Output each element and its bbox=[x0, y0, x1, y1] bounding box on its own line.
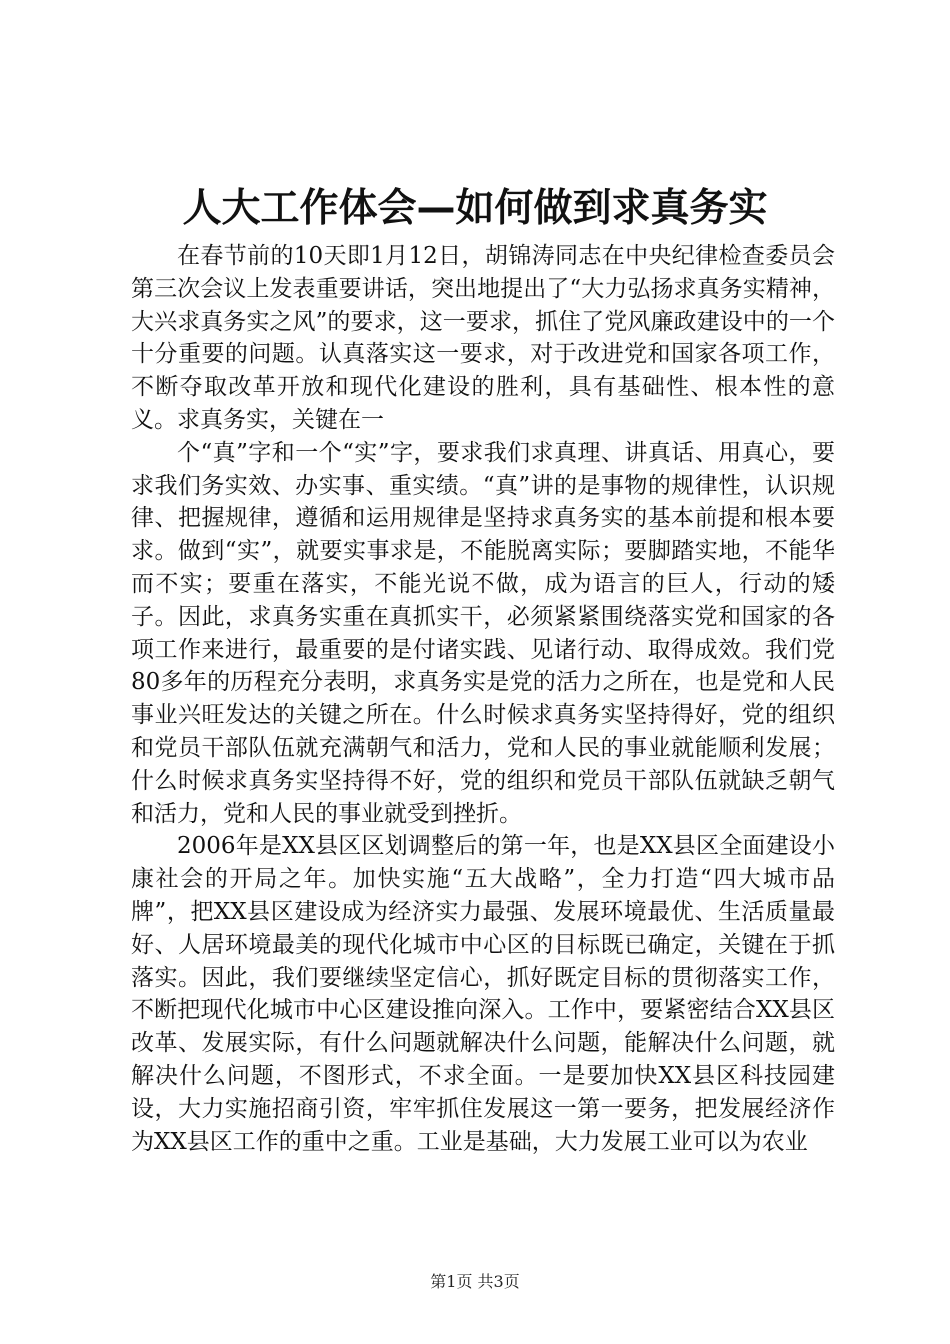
paragraph-2: 个“真”字和一个“实”字，要求我们求真理、讲真话、用真心，要求我们务实效、办实事、重实绩。“真”讲的是事物的规律性，认识规律、把握规律，遵循和运用规律是坚持求真务实的基本前提和根本要求。做到“实”，就要实事求是，不能脱离实际；要脚踏实地，不能华而不实；要重在落实，不能光说不做，成为语言的巨人，行动的矮子。因此，求真务实重在真抓实干，必须紧紧围绕落实党和国家的各项工作来进行，最重要的是付诸实践、见诸行动、取得成效。我们党80多年的历程充分表明，求真务实是党的活力之所在，也是党和人民事业兴旺发达的关键之所在。什么时候求真务实坚持得好，党的组织和党员干部队伍就充满朝气和活力，党和人民的事业就能顺利发展；什么时候求真务实坚持得不好，党的组织和党员干部队伍就缺乏朝气和活力，党和人民的事业就受到挫折。 bbox=[131, 439, 835, 827]
document-title: 人大工作体会—如何做到求真务实 bbox=[182, 186, 768, 231]
paragraph-1: 在春节前的10天即1月12日，胡锦涛同志在中央纪律检查委员会第三次会议上发表重要讲话，突出地提出了“大力弘扬求真务实精神，大兴求真务实之风”的要求，这一要求，抓住了党风廉政建设中的一个十分重要的问题。认真落实这一要求，对于改进党和国家各项工作，不断夺取改革开放和现代化建设的胜利，具有基础性、根本性的意义。求真务实，关键在一 bbox=[131, 243, 835, 433]
document-body bbox=[131, 240, 835, 1158]
page-number-footer: 第1页 共3页 bbox=[430, 1272, 520, 1291]
paragraph-3: 2006年是XX县区区划调整后的第一年，也是XX县区全面建设小康社会的开局之年。加快实施“五大战略”，全力打造“四大城市品牌”，把XX县区建设成为经济实力最强、发展环境最优、生活质量最好、人居环境最美的现代化城市中心区的目标既已确定，关键在于抓落实。因此，我们要继续坚定信心，抓好既定目标的贯彻落实工作，不断把现代化城市中心区建设推向深入。工作中，要紧密结合XX县区改革、发展实际，有什么问题就解决什么问题，能解决什么问题，就解决什么问题，不图形式，不求全面。一是要加快XX县区科技园建设，大力实施招商引资，牢牢抓住发展这一第一要务，把发展经济作为XX县区工作的重中之重。工业是基础，大力发展工业可以为农业 bbox=[131, 833, 835, 1155]
